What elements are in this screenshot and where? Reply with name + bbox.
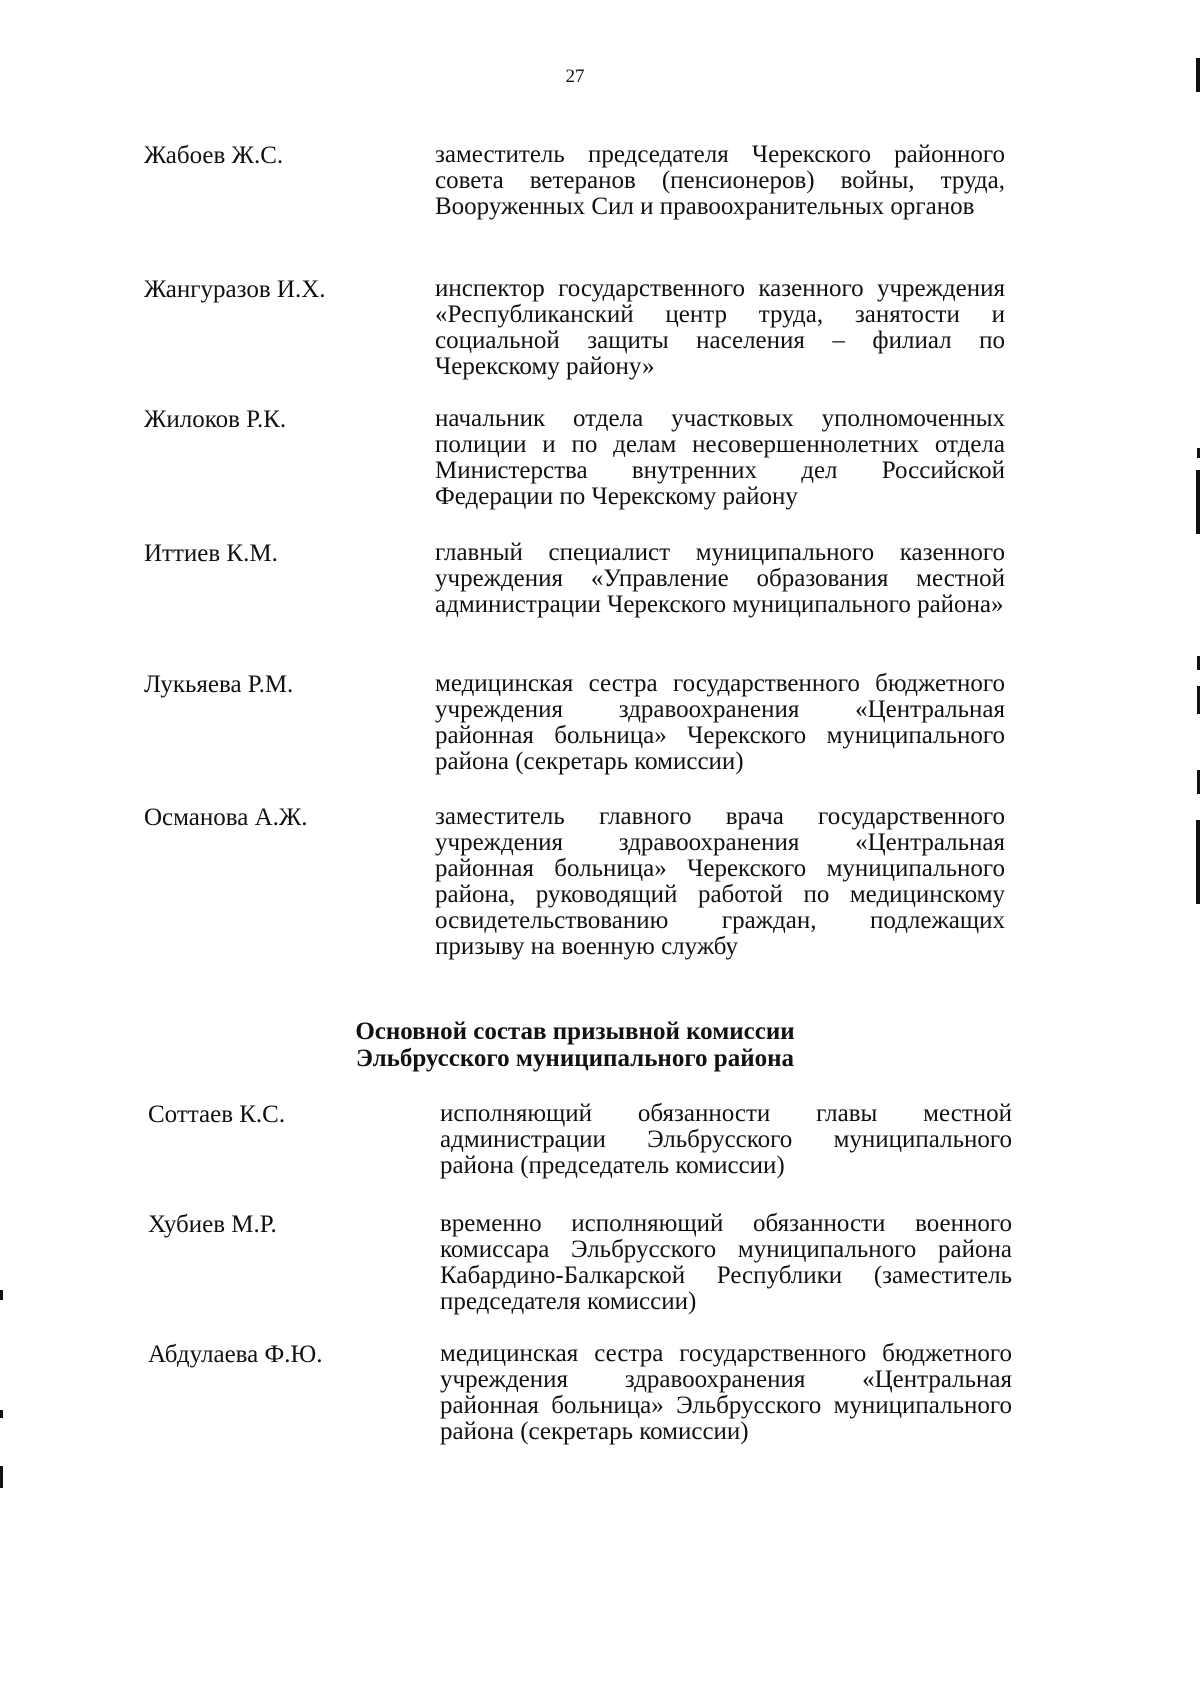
- member-role: инспектор государственного казенного учреждения «Республиканский центр труда, занятости и социальной защиты населения – филиал по Черекскому району»: [435, 275, 1005, 380]
- member-role: временно исполняющий обязанности военного комиссара Эльбрусского муниципального района Кабардино-Балкарской Республики (заместитель председателя комиссии): [440, 1210, 1012, 1315]
- member-name: Абдулаева Ф.Ю.: [148, 1341, 323, 1368]
- scan-edge-mark: [0, 1410, 3, 1418]
- member-role: медицинская сестра государственного бюджетного учреждения здравоохранения «Центральная районная больница» Черекского муниципального района (секретарь комиссии): [435, 670, 1005, 775]
- scan-edge-mark: [1196, 470, 1200, 534]
- member-name: Лукьяева Р.М.: [144, 671, 294, 698]
- member-name: Соттаев К.С.: [148, 1101, 286, 1128]
- member-name: Жилоков Р.К.: [144, 406, 287, 433]
- member-role: начальник отдела участковых уполномоченных полиции и по делам несовершеннолетних отдела Министерства внутренних дел Российской Федерации по Черекскому району: [435, 405, 1005, 510]
- member-name: Иттиев К.М.: [144, 540, 278, 567]
- member-name: Хубиев М.Р.: [148, 1211, 277, 1238]
- member-role: главный специалист муниципального казенного учреждения «Управление образования местной администрации Черекского муниципального района»: [435, 539, 1005, 618]
- member-name: Жабоев Ж.С.: [144, 142, 284, 169]
- member-role: медицинская сестра государственного бюджетного учреждения здравоохранения «Центральная районная больница» Эльбрусского муниципального района (секретарь комиссии): [440, 1340, 1012, 1445]
- scan-edge-mark: [0, 1290, 3, 1300]
- member-role: заместитель председателя Черекского районного совета ветеранов (пенсионеров) войны, труда, Вооруженных Сил и правоохранительных органов: [435, 141, 1005, 220]
- section-heading-line: Эльбрусского муниципального района: [355, 1045, 795, 1072]
- section-heading-line: Основной состав призывной комиссии: [355, 1018, 795, 1045]
- scan-edge-mark: [1196, 820, 1200, 904]
- member-role: исполняющий обязанности главы местной администрации Эльбрусского муниципального района (председатель комиссии): [440, 1100, 1012, 1179]
- member-role: заместитель главного врача государственного учреждения здравоохранения «Центральная районная больница» Черекского муниципального района, руководящий работой по медицинскому освидетельствованию граждан, подлежащих призыву на военную службу: [435, 803, 1005, 960]
- scan-edge-mark: [1196, 58, 1200, 92]
- page-number: 27: [565, 66, 585, 87]
- member-name: Османова А.Ж.: [144, 804, 308, 831]
- scan-edge-mark: [0, 1466, 3, 1488]
- member-name: Жангуразов И.Х.: [144, 276, 326, 303]
- section-heading: [0, 1018, 1150, 1072]
